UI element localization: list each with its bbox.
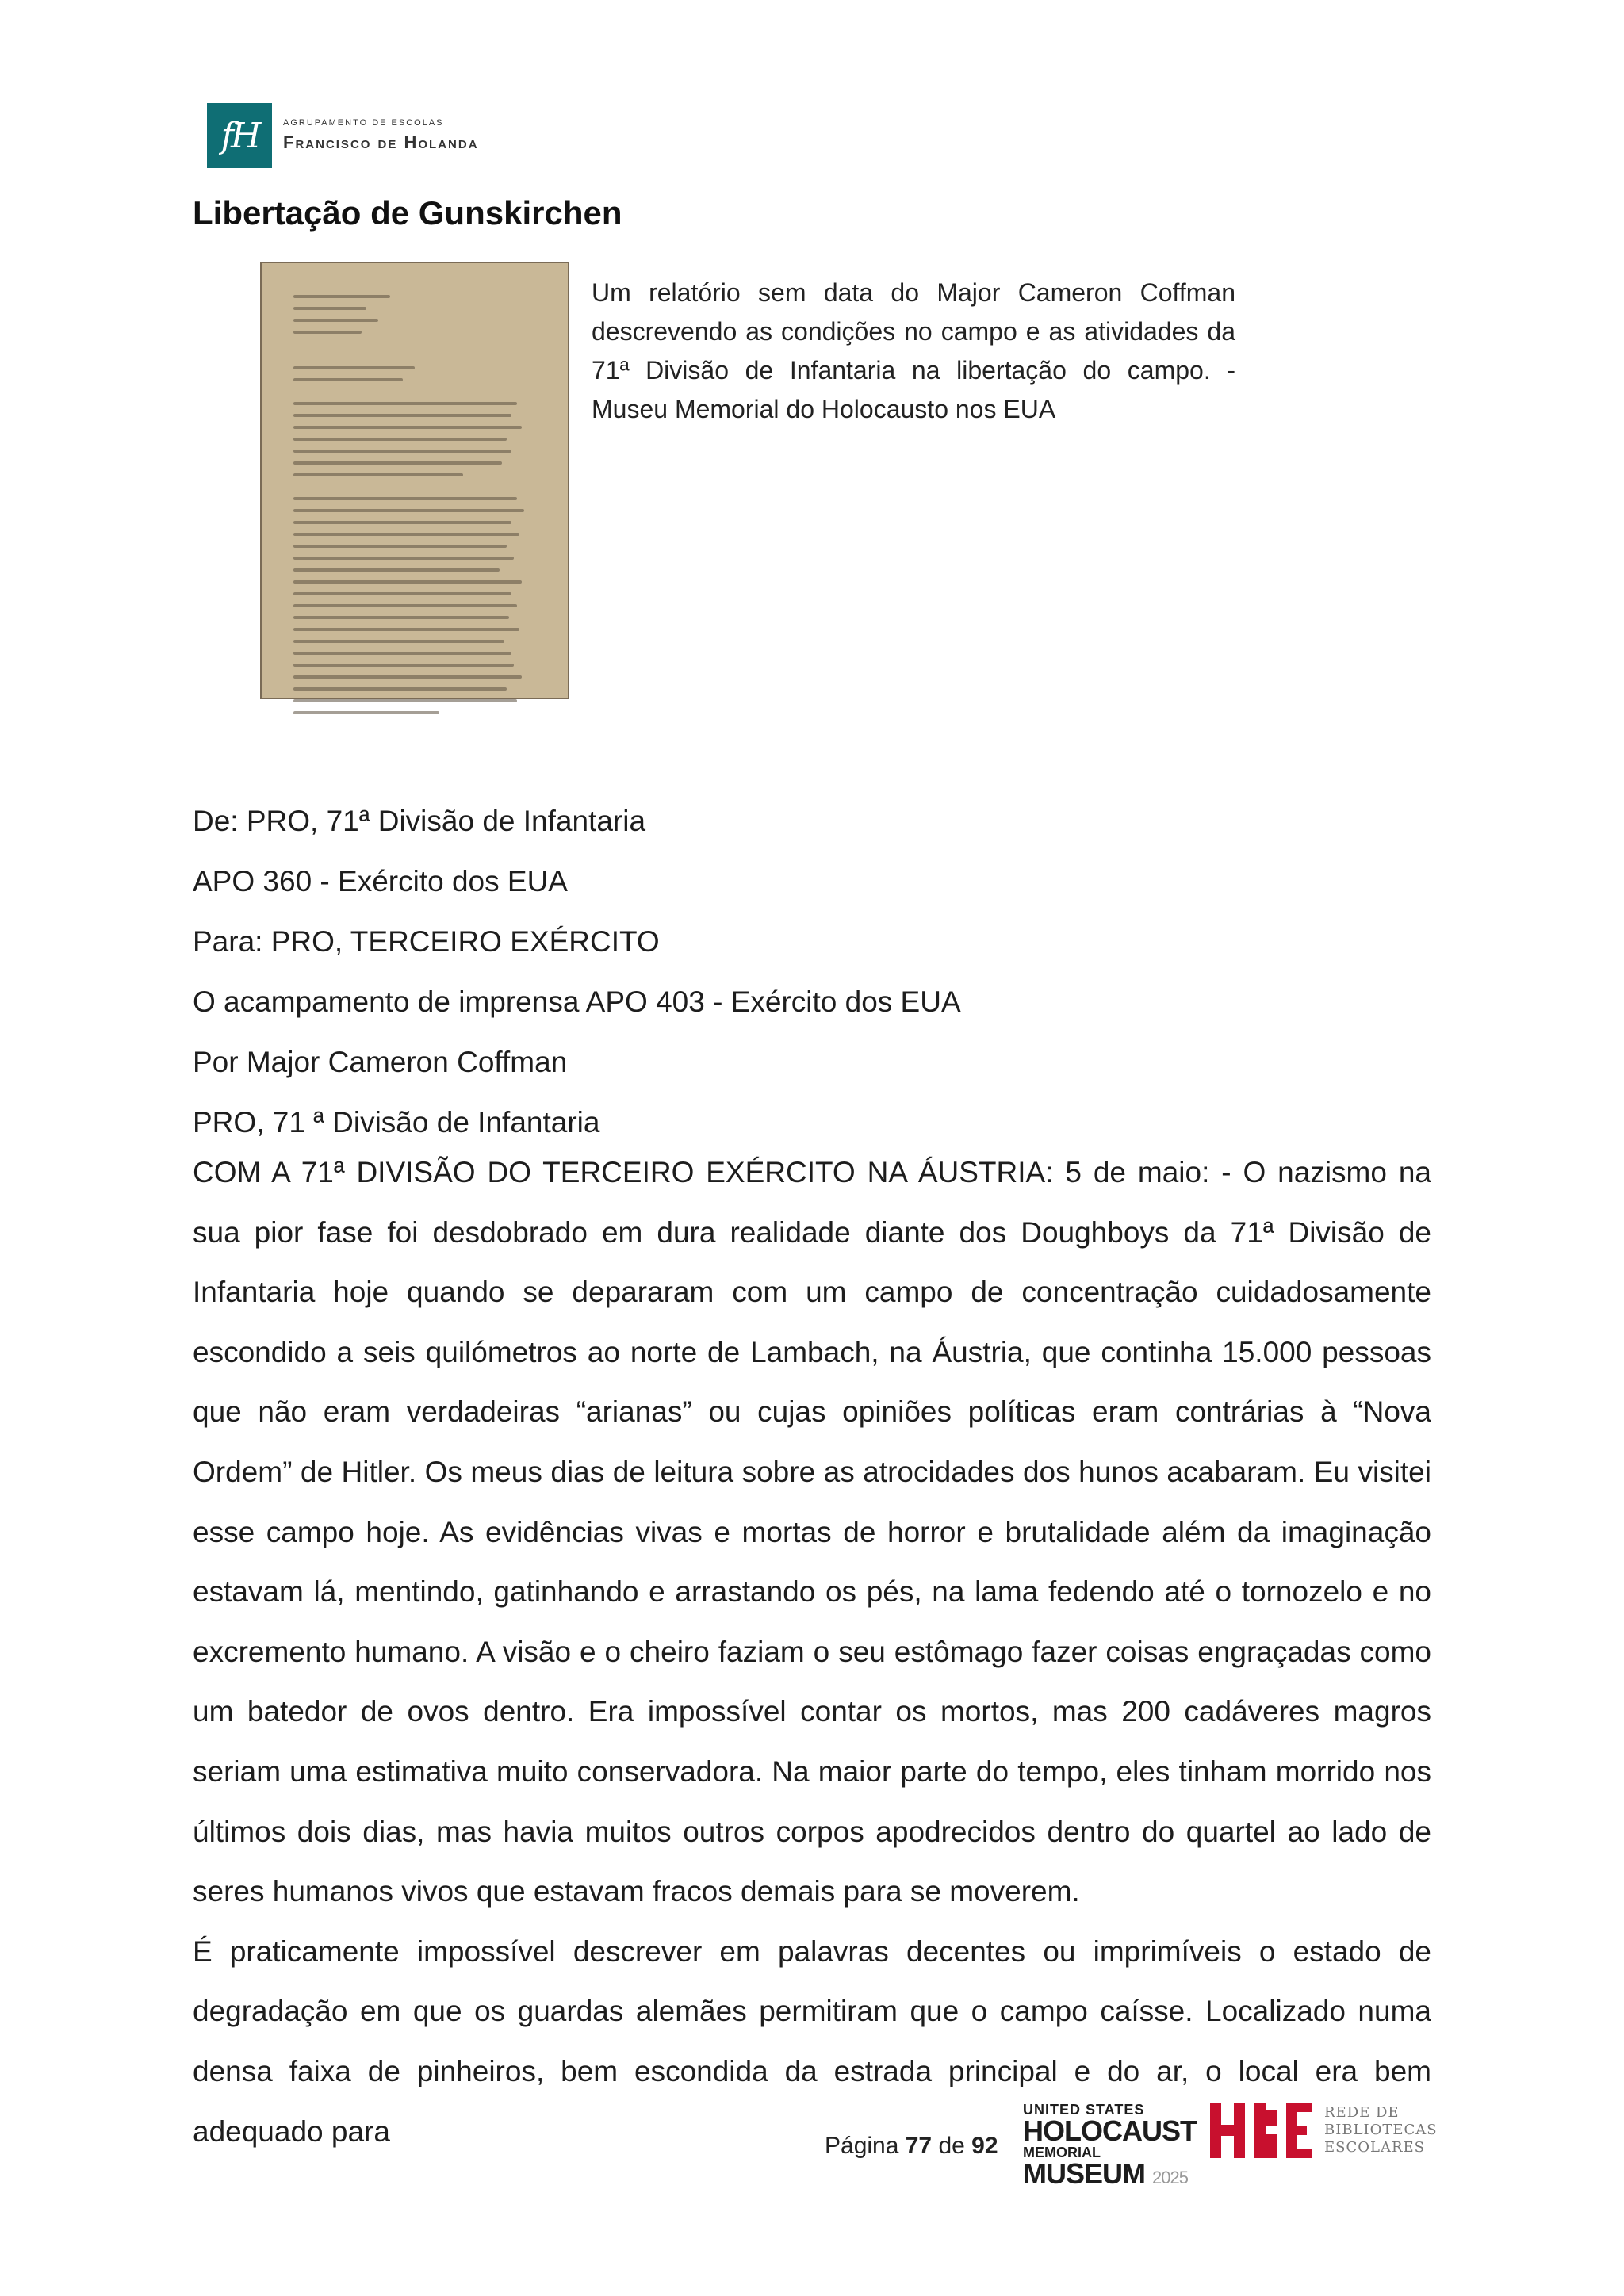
memo-apo: APO 360 - Exército dos EUA [193, 865, 568, 897]
memo-author: Por Major Cameron Coffman [193, 1046, 568, 1078]
document-text-line [293, 378, 403, 381]
image-caption: Um relatório sem data do Major Cameron Coffman descrevendo as condições no campo e as atividades da 71ª Divisão de Infantaria na libertação do campo. - Museu Memorial do Holocausto nos EUA [592, 278, 1235, 423]
document-text-line [293, 307, 366, 310]
document-text-line [293, 497, 517, 500]
paragraph: É praticamente impossível descrever em palavras decentes ou imprimíveis o estado de degradação em que os guardas alemães permitiram que o campo caísse. Localizado numa densa faixa de pinheiros, bem escondida da estrada principal e do ar, o local era bem adequado para [193, 1934, 1431, 2148]
document-text-line [293, 652, 511, 655]
document-text-line [293, 557, 514, 560]
document-text-line [293, 640, 504, 643]
rbe-logo-text: REDE DE BIBLIOTECAS ESCOLARES [1324, 2104, 1438, 2156]
document-text-line [293, 450, 511, 453]
memo-press-camp: O acampamento de imprensa APO 403 - Exército dos EUA [193, 985, 961, 1018]
school-logo-name: Francisco de Holanda [283, 132, 479, 152]
historical-document-image [260, 262, 569, 699]
document-text-line [293, 473, 463, 476]
paragraph: COM A 71ª DIVISÃO DO TERCEIRO EXÉRCITO NA ÁUSTRIA: 5 de maio: - O nazismo na sua pior fase foi desdobrado em dura realidade diante dos Doughboys da 71ª Divisão de Infantaria hoje quando se depararam com um campo de concentração cuidadosamente escondido a seis quilómetros ao norte de Lambach, na Áustria, que continha 15.000 pessoas que não eram verdadeiras “arianas” ou cujas opiniões políticas eram contrárias à “Nova Ordem” de Hitler. Os meus dias de leitura sobre as atrocidades dos hunos acabaram. Eu visitei esse campo hoje. As evidências vivas e mortas de horror e brutalidade além da imaginação estavam lá, mentindo, gatinhando e arrastando os pés, na lama fedendo até o tornozelo e no excremento humano. A visão e o cheiro faziam o seu estômago fazer coisas engraçadas como um batedor de ovos dentro. Era impossível contar os mortos, mas 200 cadáveres magros seriam uma estimativa muito conservadora. Na maior parte do tempo, eles tinham morrido nos últimos dois dias, mas havia muitos outros corpos apodrecidos dentro do quartel ao lado de seres humanos vivos que estavam fracos demais para se moverem. [193, 1156, 1431, 1908]
document-text-line [293, 699, 517, 702]
document-text-line [293, 664, 514, 667]
memo-header [193, 791, 961, 1153]
document-text-line [293, 711, 439, 714]
document-text-line [293, 366, 415, 369]
document-text-line [293, 675, 522, 679]
school-logo-mark: fH [207, 103, 272, 168]
memo-to: Para: PRO, TERCEIRO EXÉRCITO [193, 925, 660, 958]
rbe-logo-mark [1210, 2103, 1313, 2158]
ushmm-logo: UNITED STATES HOLOCAUST MEMORIAL MUSEUM 2025 [1023, 2102, 1197, 2190]
body-text [193, 1142, 1431, 2161]
document-text-line [293, 402, 517, 405]
document-text-line [293, 414, 511, 417]
page-current: 77 [905, 2133, 933, 2159]
memo-author-unit: PRO, 71 ª Divisão de Infantaria [193, 1106, 600, 1138]
document-text-line [293, 604, 517, 607]
document-text-line [293, 687, 507, 691]
document-text-line [293, 521, 511, 524]
document-text-line [293, 319, 378, 322]
document-text-line [293, 509, 524, 512]
document-text-line [293, 545, 507, 548]
rbe-logo [1210, 2103, 1448, 2158]
page-footer [0, 2093, 1624, 2188]
page-total: 92 [971, 2133, 998, 2159]
page-number: Página 77 de 92 [825, 2133, 998, 2159]
document-text-line [293, 295, 390, 298]
school-logo [207, 103, 479, 168]
memo-from: De: PRO, 71ª Divisão de Infantaria [193, 805, 646, 837]
document-text-line [293, 592, 511, 595]
document-text-line [293, 533, 519, 536]
document-text-line [293, 461, 502, 465]
document-text-line [293, 628, 519, 631]
document-text-line [293, 438, 507, 441]
document-text-line [293, 568, 500, 572]
page-title: Libertação de Gunskirchen [193, 194, 622, 232]
school-logo-subtitle: AGRUPAMENTO DE ESCOLAS [283, 118, 444, 128]
document-text-line [293, 616, 509, 619]
school-logo-text [283, 118, 479, 153]
document-text-line [293, 331, 362, 334]
document-text-line [293, 580, 522, 584]
document-text-line [293, 426, 522, 429]
